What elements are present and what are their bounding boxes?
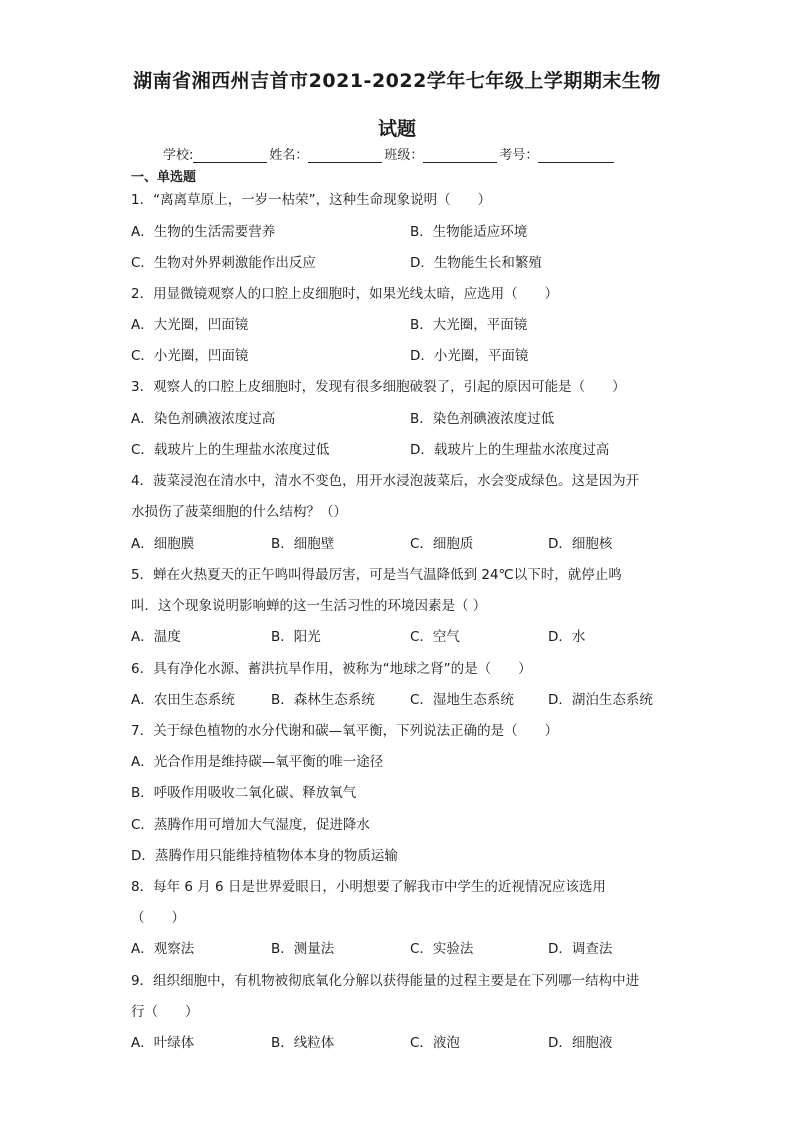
- option-a: A．生物的生活需要营养: [131, 224, 276, 240]
- option-b: B．线粒体: [271, 1035, 335, 1051]
- option-d: D．湖泊生态系统: [548, 692, 653, 708]
- option-c: C．实验法: [410, 941, 474, 957]
- question-stem-continued: 叫．这个现象说明影响蝉的这一生活习性的环境因素是（ ）: [131, 598, 487, 614]
- option-a: A．大光圈，凹面镜: [131, 317, 249, 333]
- question-stem-continued: 行（ ）: [131, 1004, 199, 1020]
- option-d: D．调查法: [548, 941, 613, 957]
- option-c: C．生物对外界刺激能作出反应: [131, 255, 316, 271]
- exam-number-label: 考号：: [499, 148, 539, 163]
- option-b: B．大光圈，平面镜: [410, 317, 528, 333]
- question-stem: 7．关于绿色植物的水分代谢和碳—氧平衡，下列说法正确的是（ ）: [131, 723, 559, 739]
- class-label: 班级：: [384, 148, 424, 163]
- question-stem-continued: 水损伤了菠菜细胞的什么结构？（）: [131, 504, 347, 520]
- question-stem: 6．具有净化水源、蓄洪抗旱作用，被称为“地球之肾”的是（ ）: [131, 661, 532, 677]
- option-c: C．空气: [410, 629, 460, 645]
- exam-number-blank[interactable]: [538, 148, 614, 163]
- page-title: 湖南省湘西州吉首市2021-2022学年七年级上学期期末生物: [133, 70, 661, 92]
- question-stem: 3．观察人的口腔上皮细胞时，发现有很多细胞破裂了，引起的原因可能是（ ）: [131, 379, 626, 395]
- option-d: D．生物能生长和繁殖: [410, 255, 542, 271]
- option-d: D．细胞核: [548, 536, 613, 552]
- option-a: A．农田生态系统: [131, 692, 235, 708]
- page-title-continued: 试题: [377, 118, 416, 140]
- option-a: A．染色剂碘液浓度过高: [131, 411, 276, 427]
- option-c: C．湿地生态系统: [410, 692, 514, 708]
- name-blank[interactable]: [308, 148, 382, 163]
- option-a: A．细胞膜: [131, 536, 195, 552]
- option-a: A．观察法: [131, 941, 195, 957]
- option-d: D．载玻片上的生理盐水浓度过高: [410, 442, 610, 458]
- option-b: B．森林生态系统: [271, 692, 375, 708]
- option-a: A．温度: [131, 629, 181, 645]
- school-blank[interactable]: [193, 148, 267, 163]
- option-c: C．细胞质: [410, 536, 474, 552]
- option-c: C．小光圈，凹面镜: [131, 348, 249, 364]
- question-stem-continued: （ ）: [131, 910, 185, 926]
- student-info-row: [163, 144, 616, 163]
- question-stem: 5．蝉在火热夏天的正午鸣叫得最厉害，可是当气温降低到 24℃以下时，就停止鸣: [131, 567, 622, 583]
- option-b: B．测量法: [271, 941, 335, 957]
- option-d: D．细胞液: [548, 1035, 613, 1051]
- option-d: D．小光圈，平面镜: [410, 348, 529, 364]
- option-d: D．水: [548, 629, 586, 645]
- option-c: C．液泡: [410, 1035, 460, 1051]
- option-b: B．生物能适应环境: [410, 224, 528, 240]
- question-stem: 2．用显微镜观察人的口腔上皮细胞时，如果光线太暗，应选用（ ）: [131, 286, 559, 302]
- question-stem: 9．组织细胞中，有机物被彻底氧化分解以获得能量的过程主要是在下列哪一结构中进: [131, 973, 640, 989]
- option-a: A．光合作用是维持碳—氧平衡的唯一途径: [131, 754, 384, 770]
- option-b: B．细胞壁: [271, 536, 335, 552]
- option-b: B．阳光: [271, 629, 321, 645]
- question-stem: 8．每年 6 月 6 日是世界爱眼日，小明想要了解我市中学生的近视情况应该选用: [131, 879, 606, 895]
- class-blank[interactable]: [423, 148, 497, 163]
- option-b: B．染色剂碘液浓度过低: [410, 411, 555, 427]
- option-b: B．呼吸作用吸收二氧化碳、释放氧气: [131, 785, 357, 801]
- question-stem: 4．菠菜浸泡在清水中，清水不变色，用开水浸泡菠菜后，水会变成绿色。这是因为开: [131, 473, 640, 489]
- question-stem: 1．“离离草原上，一岁一枯荣”，这种生命现象说明（ ）: [131, 192, 492, 208]
- option-a: A．叶绿体: [131, 1035, 195, 1051]
- option-c: C．蒸腾作用可增加大气湿度，促进降水: [131, 817, 370, 833]
- name-label: 姓名：: [269, 148, 309, 163]
- section-heading: 一、单选题: [131, 170, 197, 185]
- option-d: D．蒸腾作用只能维持植物体本身的物质运输: [131, 848, 398, 864]
- school-label: 学校:: [163, 148, 194, 163]
- option-c: C．载玻片上的生理盐水浓度过低: [131, 442, 330, 458]
